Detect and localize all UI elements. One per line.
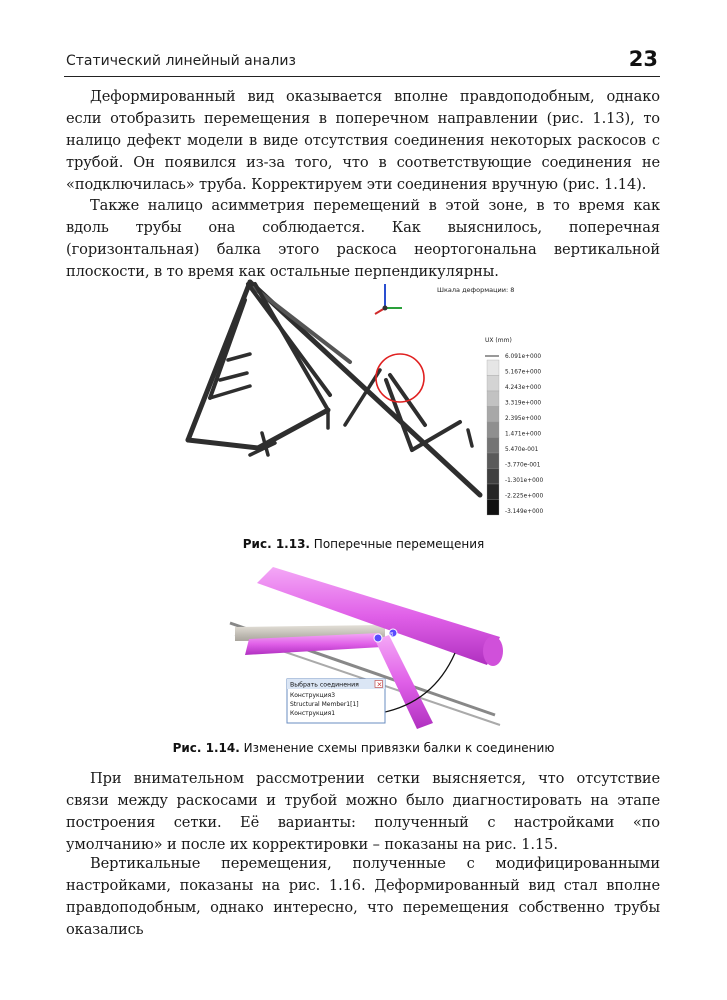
truss-model [188,282,480,495]
legend-value-label: -3.770e-001 [505,462,541,469]
page-header [64,44,660,77]
page-number: 23 [628,47,658,71]
paragraph-1: Деформированный вид оказывается вполне правдоподобным, однако если отобразить перемещения в поперечном направлении (рис. 1.13), то налицо дефект модели в виде отсутствия соединения некоторых раскосов с трубой. Он появился из-за того, что в соответствующие соединения не «подключилась» труба. Корректируем эти соединения вручную (рис. 1.14). [66,88,660,193]
select-connections-dialog[interactable] [287,679,385,723]
connection-highlight-circle [376,354,424,402]
legend-swatch [487,360,499,376]
running-title: Статический линейный анализ [66,53,296,69]
caption-label: Рис. 1.14. [172,741,240,755]
legend-value-label: -3.149e+000 [505,509,544,515]
paragraph-3: При внимательном рассмотрении сетки выясняется, что отсутствие связи между раскосами и трубой можно было диагностировать на этапе построения сетки. Её варианты: полученный с настройками «по умолчанию» и после их корректировки – показаны на рис. 1.15. [66,770,660,853]
legend-swatch [487,391,499,407]
caption-text: Изменение схемы привязки балки к соединению [239,741,555,755]
figure-1-13-caption [0,537,727,551]
legend-swatch [487,453,499,469]
caption-text: Поперечные перемещения [309,537,485,551]
dialog-item-3[interactable]: Конструкция1 [290,710,336,717]
legend-swatch [487,438,499,454]
legend-value-label: 4.243e+000 [505,385,542,391]
dialog-item-1[interactable]: Конструкция3 [290,692,336,699]
caption-label: Рис. 1.13. [242,537,310,551]
legend-swatch [487,407,499,423]
figure-1-13 [150,270,570,520]
close-icon: × [376,680,383,689]
legend-value-label: 1.471e+000 [505,431,542,438]
legend-value-label: 5.167e+000 [505,369,542,376]
legend-value-label: -1.301e+000 [505,478,544,484]
figure-1-14-caption [0,741,727,755]
legend-swatch [487,484,499,500]
legend-value-label: 6.091e+000 [505,354,542,360]
axis-triad-icon [375,284,402,314]
legend-title: UX (mm) [485,337,512,344]
legend-swatch [487,422,499,438]
figure-1-14 [225,565,510,735]
legend-swatch [487,469,499,485]
deformation-scale-label: Шкала деформации: 8 [437,286,515,294]
color-legend [485,337,543,515]
dialog-title: Выбрать соединения [290,681,359,689]
legend-swatch [487,500,499,516]
legend-value-label: 2.395e+000 [505,416,542,422]
paragraph-4: Вертикальные перемещения, полученные с модифицированными настройками, показаны на рис. 1.16. Деформированный вид стал вполне правдоподобным, однако интересно, что перемещения собственно трубы оказались [66,855,660,938]
legend-value-label: 3.319e+000 [505,400,542,407]
legend-value-label: -2.225e+000 [505,493,544,500]
paragraph-2: Также налицо асимметрия перемещений в этой зоне, в то время как вдоль трубы она соблюдается. Как выяснилось, поперечная (горизонтальная) балка этого раскоса неортогональна вертикальной плоскости, в то время как остальные перпендикулярны. [66,197,660,280]
legend-swatch [487,376,499,392]
node-label: 8 [390,632,394,638]
dialog-item-2[interactable]: Structural Member1[1] [290,701,359,708]
legend-value-label: 5.470e-001 [505,447,539,453]
